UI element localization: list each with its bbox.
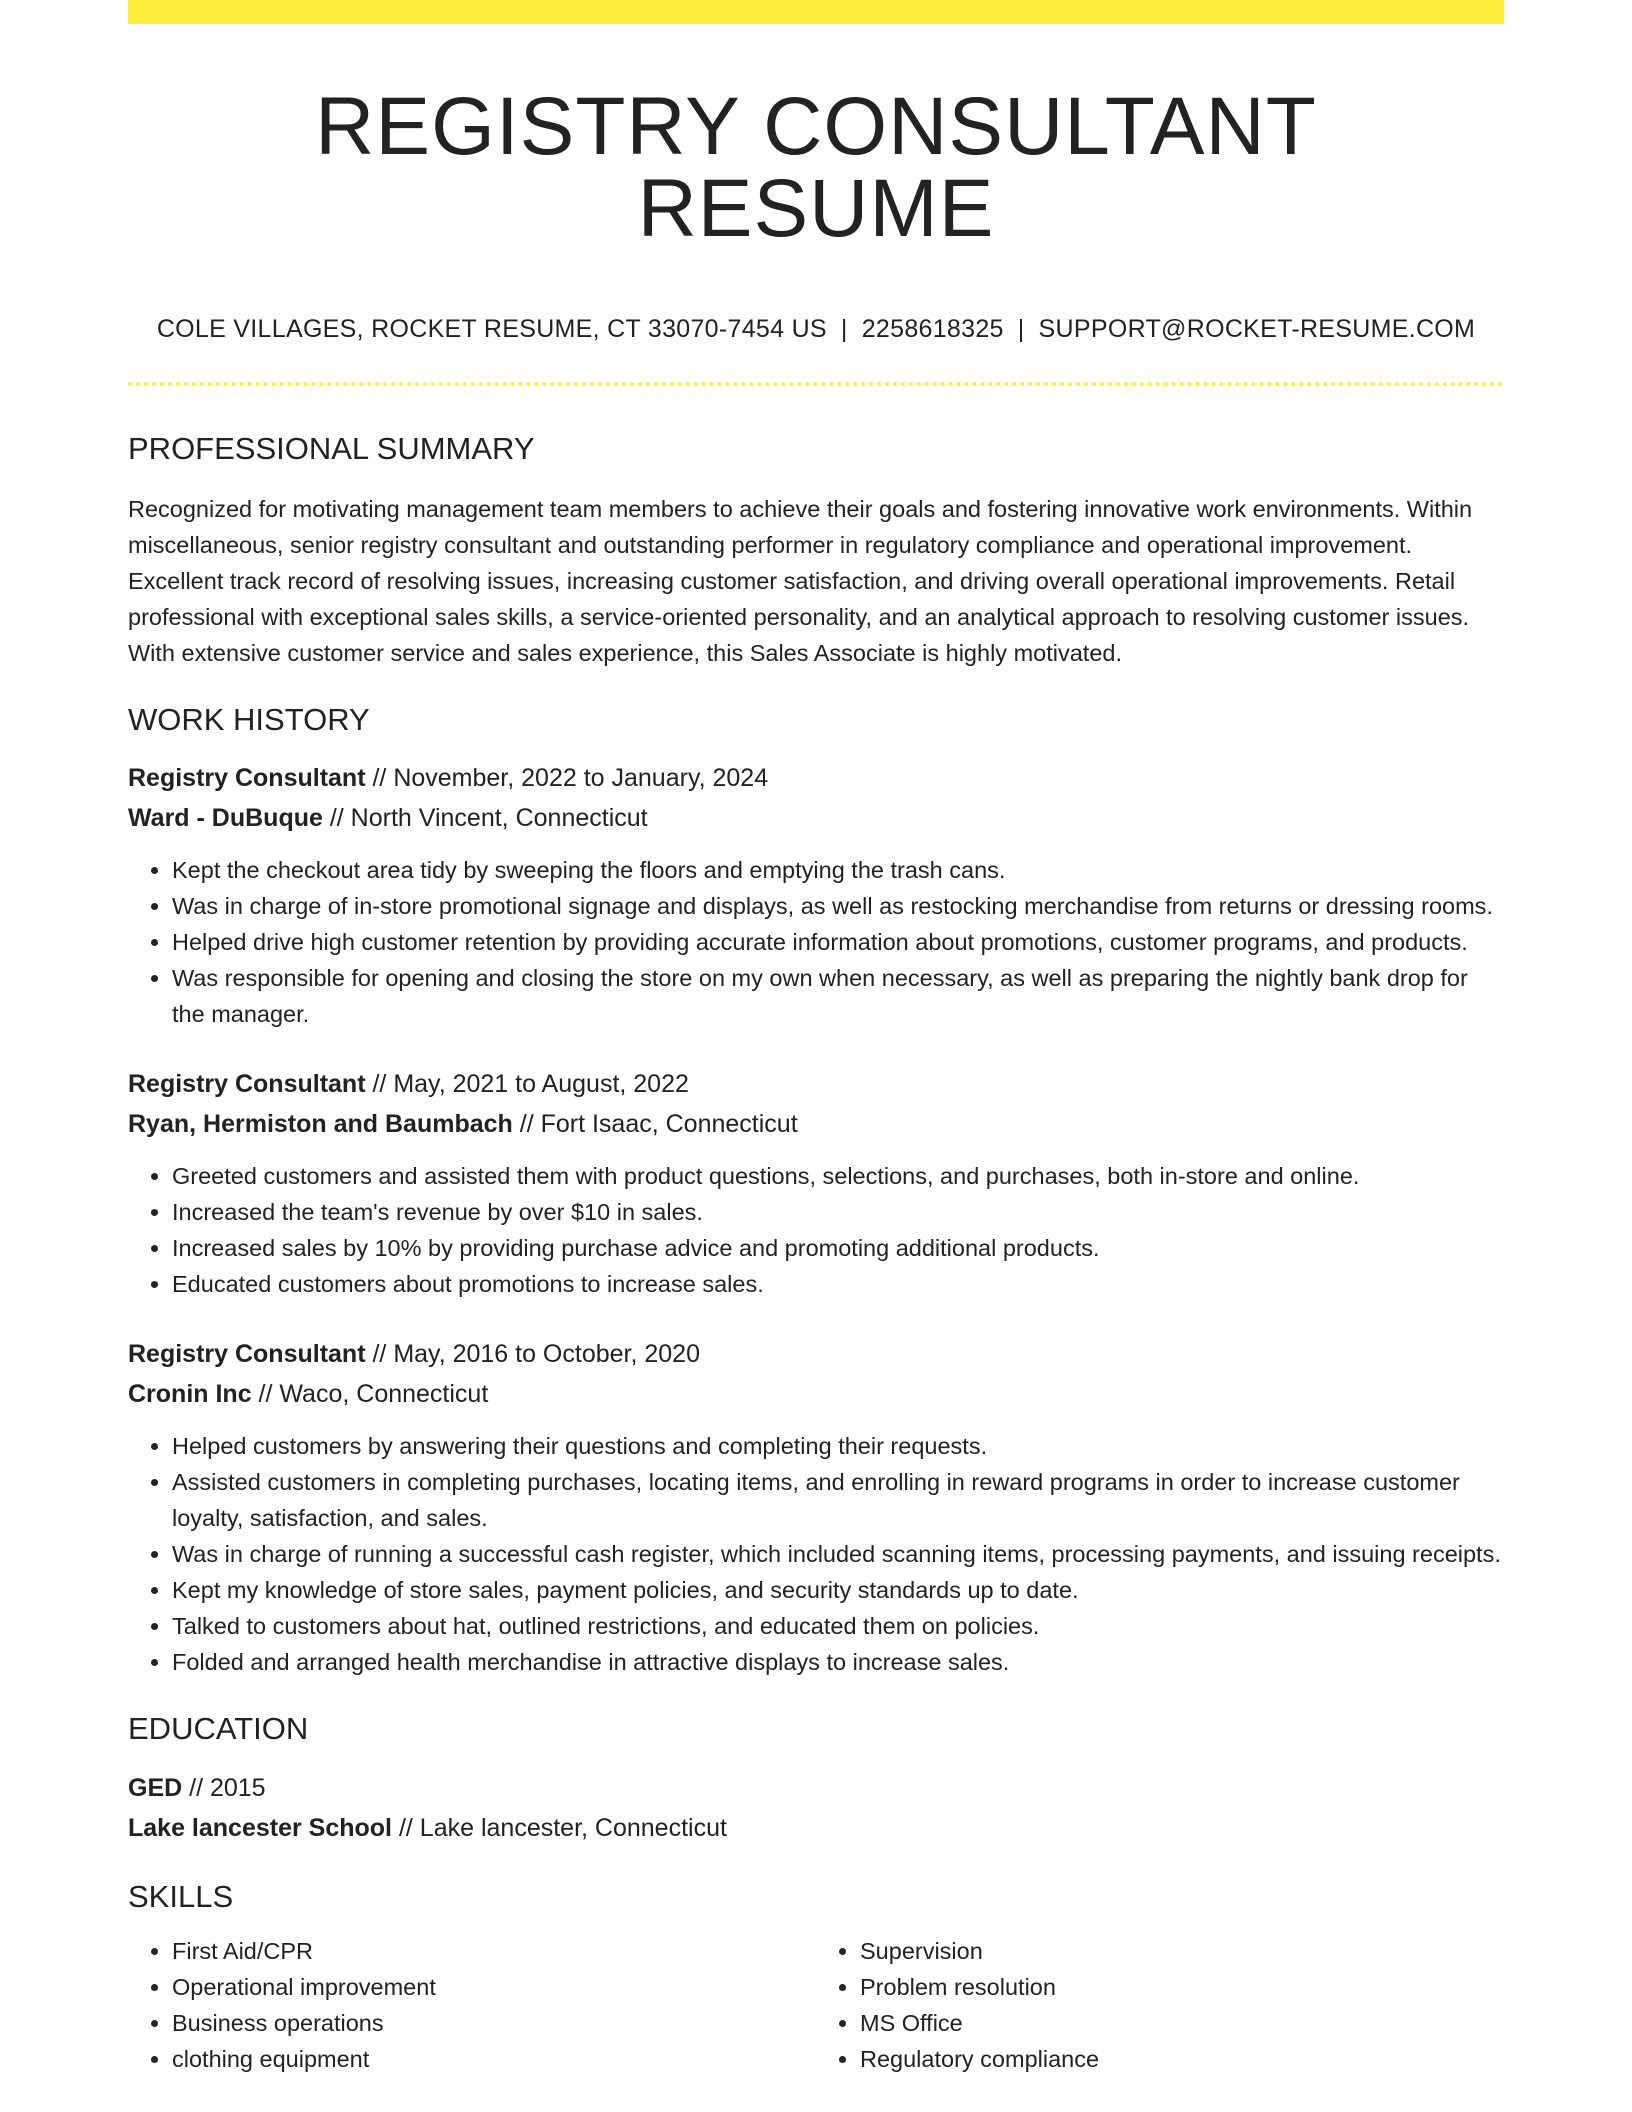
job-location: // North Vincent, Connecticut xyxy=(322,804,648,833)
skills-grid xyxy=(128,1933,1504,2077)
skill-item: • Supervision xyxy=(860,1933,1504,1969)
job-company: Ryan, Hermiston and Baumbach xyxy=(128,1110,513,1139)
summary-text: Recognized for motivating management team members to achieve their goals and fostering innovative work environments. Within miscellaneous, senior registry consultant and outstanding performer in regulatory compliance and operational improvement. Excellent track record of resolving issues, increasing customer satisfaction, and driving overall operational improvements. Retail professional with exceptional sales skills, a service-oriented personality, and an analytical approach to resolving customer issues. With extensive customer service and sales experience, this Sales Associate is highly motivated. xyxy=(128,496,1473,667)
contact-line xyxy=(128,315,1504,344)
job-dates: // May, 2016 to October, 2020 xyxy=(365,1340,700,1369)
job-bullet: • Was responsible for opening and closing the store on my own when necessary, as well as preparing the nightly bank drop for the manager. xyxy=(172,960,1504,1032)
job-title-line xyxy=(128,1064,1504,1104)
job-bullet: • Educated customers about promotions to increase sales. xyxy=(172,1266,1504,1302)
skill-item: • Regulatory compliance xyxy=(860,2041,1504,2077)
job-bullets xyxy=(128,1158,1504,1302)
summary-section xyxy=(128,430,1504,671)
job-location: // Fort Isaac, Connecticut xyxy=(512,1110,798,1139)
job-title: Registry Consultant xyxy=(128,1070,366,1099)
skills-section xyxy=(128,1878,1504,2077)
skill-item: • Problem resolution xyxy=(860,1969,1504,2005)
top-accent-bar xyxy=(128,0,1504,24)
section-title-education: EDUCATION xyxy=(128,1711,309,1747)
resume-page xyxy=(128,0,1504,2077)
contact-email: SUPPORT@ROCKET-RESUME.COM xyxy=(1038,315,1476,343)
job-bullets xyxy=(128,1428,1504,1680)
job-dates: // May, 2021 to August, 2022 xyxy=(365,1070,689,1099)
skill-item: • MS Office xyxy=(860,2005,1504,2041)
skill-item: • Operational improvement xyxy=(172,1969,816,2005)
skills-column-left xyxy=(128,1933,816,2077)
job-location: // Waco, Connecticut xyxy=(251,1380,489,1409)
education-section xyxy=(128,1710,1504,1847)
job-title-line xyxy=(128,1334,1504,1374)
section-title-work-history: WORK HISTORY xyxy=(128,702,370,738)
dotted-divider xyxy=(128,382,1504,386)
education-location: // Lake lancester, Connecticut xyxy=(392,1813,727,1842)
contact-separator: | xyxy=(840,315,848,343)
job-bullet: • Was in charge of in-store promotional signage and displays, as well as restocking merchandise from returns or dressing rooms. xyxy=(172,888,1504,924)
skill-item: • clothing equipment xyxy=(172,2041,816,2077)
job-dates: // November, 2022 to January, 2024 xyxy=(365,764,769,793)
section-title-skills: SKILLS xyxy=(128,1878,234,1914)
job-bullet: • Talked to customers about hat, outlined restrictions, and educated them on policies. xyxy=(172,1608,1504,1644)
job-bullet: • Helped drive high customer retention by providing accurate information about promotions, customer programs, and products. xyxy=(172,924,1504,960)
job-bullet: • Increased sales by 10% by providing purchase advice and promoting additional products. xyxy=(172,1230,1504,1266)
job-title-line xyxy=(128,758,1504,798)
job-bullets xyxy=(128,852,1504,1032)
job-bullet: • Assisted customers in completing purchases, locating items, and enrolling in reward programs in order to increase customer loyalty, satisfaction, and sales. xyxy=(172,1464,1504,1536)
job-title: Registry Consultant xyxy=(128,1340,366,1369)
education-degree-line xyxy=(128,1768,1504,1808)
job-title: Registry Consultant xyxy=(128,764,366,793)
job-entry xyxy=(128,1064,1504,1302)
job-bullet: • Greeted customers and assisted them with product questions, selections, and purchases, both in-store and online. xyxy=(172,1158,1504,1194)
work-history-section xyxy=(128,701,1504,1680)
job-entry xyxy=(128,1334,1504,1680)
contact-phone: 2258618325 xyxy=(861,315,1004,343)
section-title-summary: PROFESSIONAL SUMMARY xyxy=(128,431,535,466)
job-company: Ward - DuBuque xyxy=(128,804,323,833)
skill-item: • First Aid/CPR xyxy=(172,1933,816,1969)
job-bullet: • Increased the team's revenue by over $10 in sales. xyxy=(172,1194,1504,1230)
job-company-line xyxy=(128,1104,1504,1144)
job-bullet: • Folded and arranged health merchandise in attractive displays to increase sales. xyxy=(172,1644,1504,1680)
contact-address: COLE VILLAGES, ROCKET RESUME, CT 33070-7454 US xyxy=(156,315,827,343)
education-year: // 2015 xyxy=(182,1773,266,1802)
job-bullet: • Helped customers by answering their questions and completing their requests. xyxy=(172,1428,1504,1464)
education-school-line xyxy=(128,1808,1504,1848)
education-school: Lake lancester School xyxy=(128,1813,393,1842)
job-company-line xyxy=(128,798,1504,838)
job-entry xyxy=(128,758,1504,1032)
contact-separator: | xyxy=(1017,315,1025,343)
job-company: Cronin Inc xyxy=(128,1380,252,1409)
job-company-line xyxy=(128,1374,1504,1414)
job-bullet: • Kept the checkout area tidy by sweeping the floors and emptying the trash cans. xyxy=(172,852,1504,888)
education-degree: GED xyxy=(128,1773,183,1802)
skill-item: • Business operations xyxy=(172,2005,816,2041)
job-bullet: • Kept my knowledge of store sales, payment policies, and security standards up to date. xyxy=(172,1572,1504,1608)
resume-title: REGISTRY CONSULTANT RESUME xyxy=(315,81,1317,254)
job-bullet: • Was in charge of running a successful cash register, which included scanning items, processing payments, and issuing receipts. xyxy=(172,1536,1504,1572)
skills-column-right xyxy=(816,1933,1504,2077)
